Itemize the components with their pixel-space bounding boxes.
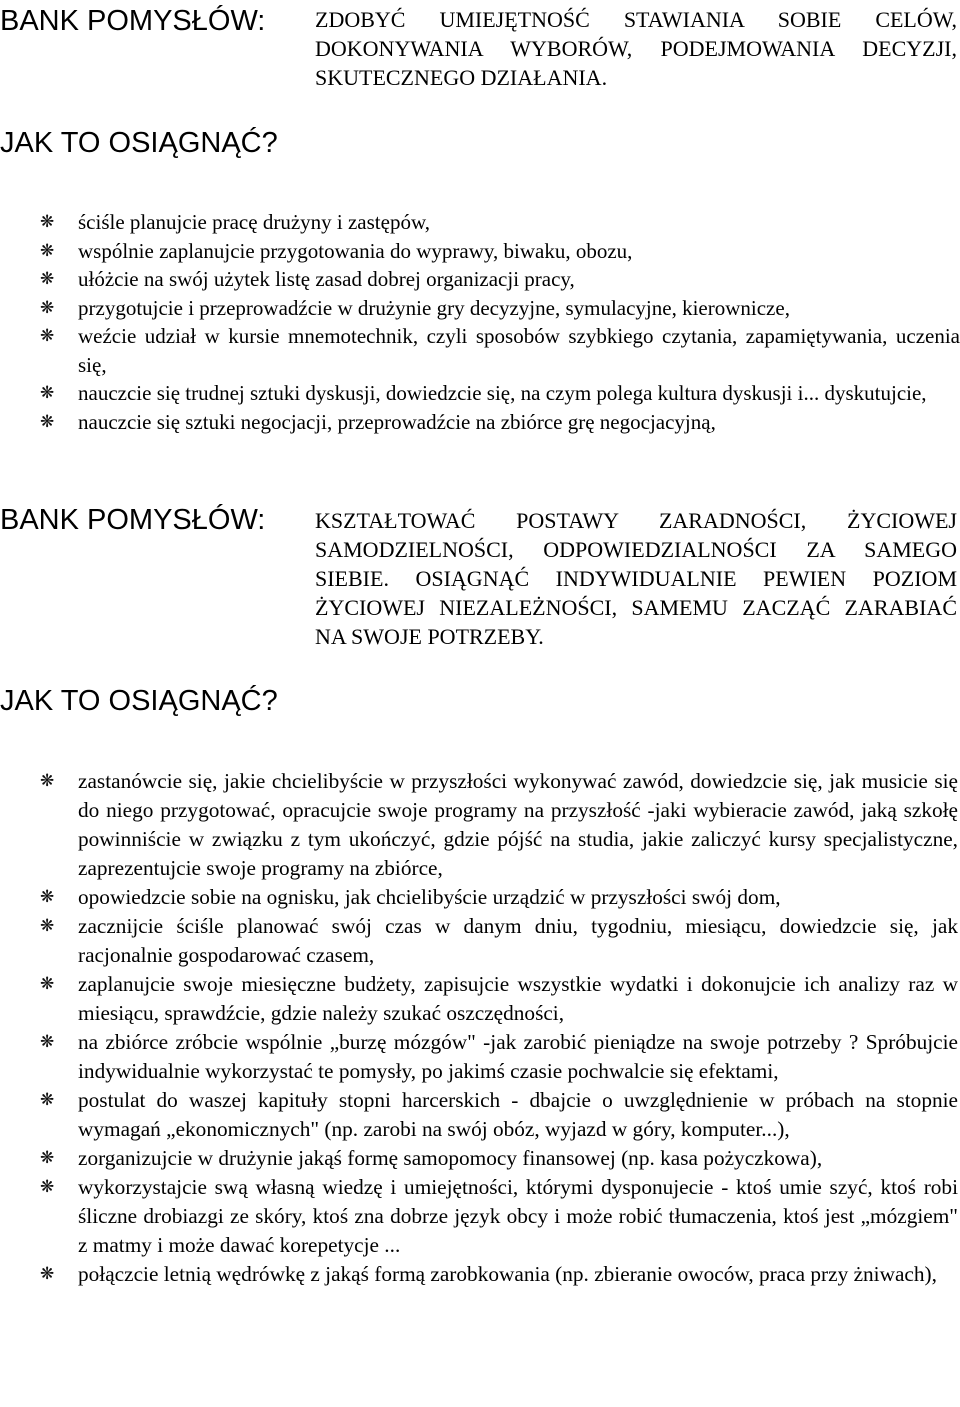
snowflake-bullet-icon: ❋ xyxy=(40,297,55,318)
list-item: ❋ ściśle planujcie pracę drużyny i zastępów, xyxy=(40,210,430,234)
goal-text-1: ZDOBYĆ UMIEJĘTNOŚĆ STAWIANIA SOBIE CELÓW, DOKONYWANIA WYBORÓW, PODEJMOWANIA DECYZJI, SKUTECZNEGO DZIAŁANIA. xyxy=(315,7,957,90)
bank-label-1: BANK POMYSŁÓW: xyxy=(0,5,266,37)
snowflake-bullet-icon: ❋ xyxy=(40,383,55,403)
list-item: ❋ zastanówcie się, jakie chcielibyście w przyszłości wykonywać zawód, dowiedzcie się, jak musicie się do niego przygotować, opracujcie swoje programy na przyszłość -jaki wybieracie zawód, jaką szkołę powinniście w związku z tym ukończyć, gdzie pójść na studia, jakie zaliczyć kursy specjalistyczne, zaprezentujcie swoje programy na zbiórce, xyxy=(40,769,958,880)
snowflake-bullet-icon: ❋ xyxy=(40,771,55,791)
list-item: ❋ wspólnie zaplanujcie przygotowania do wyprawy, biwaku, obozu, xyxy=(40,238,633,263)
snowflake-bullet-icon: ❋ xyxy=(40,326,55,346)
list-item: ❋ nauczcie się sztuki negocjacji, przeprowadźcie na zbiórce grę negocjacyjną, xyxy=(40,409,716,434)
snowflake-bullet-icon: ❋ xyxy=(40,1177,55,1197)
snowflake-bullet-icon: ❋ xyxy=(40,269,55,289)
list-item: ❋ ułóżcie na swój użytek listę zasad dobrej organizacji pracy, xyxy=(40,267,575,291)
list-item: ❋ na zbiórce zróbcie wspólnie „burzę mózgów" -jak zarobić pieniądze na swoje potrzeby ? Spróbujcie indywidualnie wykorzystać te pomysły, po jakimś czasie pochwalcie się efektami, xyxy=(40,1030,958,1083)
snowflake-bullet-icon: ❋ xyxy=(40,1090,55,1110)
list-item: ❋ zacznijcie ściśle planować swój czas w danym dniu, tygodniu, miesiącu, dowiedzcie się, jak racjonalnie gospodarować czasem, xyxy=(40,914,958,967)
list-item: ❋ zorganizujcie w drużynie jakąś formę samopomocy finansowej (np. kasa pożyczkowa), xyxy=(40,1146,823,1170)
how-label-2: JAK TO OSIĄGNĄĆ? xyxy=(0,685,278,717)
list-item: ❋ wykorzystajcie swą własną wiedzę i umiejętności, którymi dysponujecie - ktoś umie szyć, ktoś robi śliczne drobiazgi ze skóry, ktoś zna dobrze język obcy i może robić tłumaczenia, ktoś jest „mózgiem" z matmy i może dawać korepetycje ... xyxy=(40,1175,958,1257)
list-item: ❋ nauczcie się trudnej sztuki dyskusji, dowiedzcie się, na czym polega kultura dyskusji i... dyskutujcie, xyxy=(40,381,927,405)
list-item: ❋ przygotujcie i przeprowadźcie w drużynie gry decyzyjne, symulacyjne, kierownicze, xyxy=(40,295,790,320)
goal-text-2: KSZTAŁTOWAĆ POSTAWY ZARADNOŚCI, ŻYCIOWEJ SAMODZIELNOŚCI, ODPOWIEDZIALNOŚCI ZA SAMEGO SIEBIE. OSIĄGNĄĆ INDYWIDUALNIE PEWIEN POZIOM ŻYCIOWEJ NIEZALEŻNOŚCI, SAMEMU ZACZĄĆ ZARABIAĆ NA SWOJE POTRZEBY. xyxy=(315,508,957,649)
snowflake-bullet-icon: ❋ xyxy=(40,1148,55,1168)
snowflake-bullet-icon: ❋ xyxy=(40,1264,55,1284)
snowflake-bullet-icon: ❋ xyxy=(40,974,55,994)
list-item: ❋ zaplanujcie swoje miesięczne budżety, zapisujcie wszystkie wydatki i dokonujcie ich analizy raz w miesiącu, sprawdźcie, gdzie należy szukać oszczędności, xyxy=(40,972,958,1025)
how-label-1: JAK TO OSIĄGNĄĆ? xyxy=(0,127,278,159)
snowflake-bullet-icon: ❋ xyxy=(40,1032,55,1052)
idea-list-1 xyxy=(0,208,960,436)
snowflake-bullet-icon: ❋ xyxy=(40,240,55,261)
list-item: ❋ weźcie udział w kursie mnemotechnik, czyli sposobów szybkiego czytania, zapamiętywania, uczenia się, xyxy=(40,324,960,377)
snowflake-bullet-icon: ❋ xyxy=(40,411,55,432)
snowflake-bullet-icon: ❋ xyxy=(40,887,55,907)
list-item: ❋ opowiedzcie sobie na ognisku, jak chcielibyście urządzić w przyszłości swój dom, xyxy=(40,885,781,909)
list-item: ❋ połączcie letnią wędrówkę z jakąś formą zarobkowania (np. zbieranie owoców, praca przy żniwach), xyxy=(40,1262,937,1286)
snowflake-bullet-icon: ❋ xyxy=(40,212,55,232)
bank-label-2: BANK POMYSŁÓW: xyxy=(0,504,266,536)
idea-list-2 xyxy=(0,767,960,1289)
list-item: ❋ postulat do waszej kapituły stopni harcerskich - dbajcie o uwzględnienie w próbach na stopnie wymagań „ekonomicznych" (np. zarobi na swój obóz, wyjazd w góry, komputer...), xyxy=(40,1088,958,1141)
snowflake-bullet-icon: ❋ xyxy=(40,916,55,936)
